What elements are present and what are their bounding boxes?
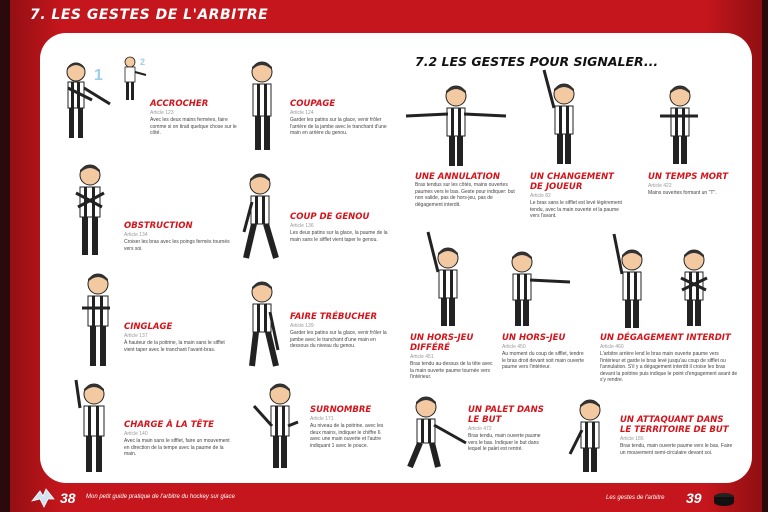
gesture-charge-tete (124, 420, 234, 458)
gesture-description: Le bras sans le sifflet est levé légèrement tendu, avec la main ouverte et la paume vers l'avant. (530, 200, 622, 219)
gesture-title: UN TEMPS MORT (648, 172, 728, 182)
gesture-description: Bras tendus sur les côtés, mains ouvertes paumes vers le bas. Geste pour indiquer: but non valide, pas de hors-jeu, pas de dégagement interdit. (415, 182, 515, 208)
gesture-description: Garder les patins sur la glace, venir frôler l'arrière de la jambe avec le tranchant d'une main en arrière du genou. (290, 117, 387, 136)
gesture-description: Mains ouvertes formant un "T". (648, 190, 717, 196)
eagle-logo-icon (30, 487, 56, 509)
gesture-article: Article 460 (600, 344, 624, 350)
gesture-description: Les deux patins sur la glace, la paume de la main sans le sifflet vient taper le genou. (290, 230, 388, 243)
referee-coupage-illustration (246, 60, 282, 160)
signal-palet-but (468, 405, 548, 453)
gesture-article: Article 136 (290, 223, 314, 229)
gesture-title: CHARGE À LA TÊTE (124, 420, 214, 430)
signal-hors-jeu (502, 333, 588, 371)
gesture-article: Article 451 (410, 354, 434, 360)
gesture-description: Bras tendu, main ouverte paume vers le bas. Indiquer le but dans lequel le palet est rentré. (468, 433, 541, 452)
gesture-article: Article 123 (150, 110, 174, 116)
gesture-description: Avec la main sans le sifflet, faire un mouvement en direction de la tempe avec la paume de la main. (124, 438, 230, 457)
referee-cinglage-illustration (78, 272, 118, 372)
gesture-article: Article 171 (310, 416, 334, 422)
gesture-title: COUPAGE (290, 99, 336, 109)
signal-hors-jeu-differe (410, 333, 496, 381)
right-page-number: 39 (686, 490, 702, 506)
gesture-title: UN PALET DANS LE BUT (468, 405, 544, 425)
gesture-article: Article 472 (468, 426, 492, 432)
gesture-obstruction (124, 221, 234, 252)
gesture-coupage (290, 99, 390, 137)
signal-attaquant-territoire (620, 415, 736, 456)
hockey-puck-icon (712, 492, 736, 506)
gesture-coup-genou (290, 212, 390, 243)
gesture-title: UNE ANNULATION (415, 172, 500, 182)
referee-attaquant-illustration (568, 398, 612, 474)
gesture-cinglage (124, 322, 234, 353)
referee-changement-illustration (540, 68, 580, 166)
gesture-description: Bras tendu au-dessus de la tête avec la main ouverte paume tournée vers l'intérieur. (410, 361, 493, 380)
gesture-title: UN DÉGAGEMENT INTERDIT (600, 333, 731, 343)
right-footer-text: Les gestes de l'arbitre (606, 495, 665, 501)
gesture-description: Au niveau de la poitrine, avec les deux mains, indiquer le chiffre 6 avec une main ouverte et l'autre indiquant 1 avec le pouce. (310, 423, 384, 449)
referee-annulation-illustration (404, 84, 508, 170)
signals-subtitle: 7.2 LES GESTES POUR SIGNALER... (415, 54, 659, 69)
referee-accrocher-small-illustration (118, 55, 148, 105)
section-title: 7. LES GESTES DE L'ARBITRE (30, 7, 269, 23)
gesture-faire-trebucher (290, 312, 390, 350)
referee-trebucher-illustration (244, 280, 288, 370)
gesture-title: OBSTRUCTION (124, 221, 193, 231)
gesture-article: Article 450 (502, 344, 526, 350)
gesture-title: ACCROCHER (150, 99, 209, 109)
book-edge-right (762, 0, 768, 512)
referee-charge-tete-illustration (70, 378, 110, 478)
referee-surnombre-illustration (250, 382, 302, 472)
referee-temps-mort-illustration (658, 84, 700, 168)
gesture-title: FAIRE TRÉBUCHER (290, 312, 377, 322)
gesture-description: Au moment du coup de sifflet, tendre le bras droit devant soit main ouverte paume vers l'intérieur. (502, 351, 584, 370)
gesture-description: Avec les deux mains fermées, faire comme si on tirait quelque chose sur le côté. (150, 117, 237, 136)
gesture-title: UN HORS-JEU DIFFÉRÉ (410, 333, 474, 353)
gesture-accrocher (150, 99, 238, 137)
gesture-title: UN CHANGEMENT DE JOUEUR (530, 172, 614, 192)
book-spine-left (0, 0, 10, 512)
referee-coup-genou-illustration (240, 172, 284, 262)
gesture-description: L'arbitre arrière lend le bras main ouverte paume vers l'intérieur et garde le bras levé jusqu'au coup de sifflet ou l'annulation. S'il y a dégagement interdit il croise les bras devant la poitrine puis indique le point d'engagement avant de s'y rendre. (600, 351, 738, 383)
signal-degagement-interdit (600, 333, 738, 384)
gesture-description: Croiser les bras avec les poings fermés tournés vers soi. (124, 239, 230, 252)
gesture-description: À hauteur de la poitrine, la main sans le sifflet vient taper avec le tranchant l'avant-bras. (124, 340, 225, 353)
gesture-title: SURNOMBRE (310, 405, 372, 415)
referee-palet-but-illustration (404, 395, 468, 471)
signal-temps-mort (648, 172, 744, 197)
gesture-surnombre (310, 405, 392, 449)
gesture-article: Article 186 (620, 436, 644, 442)
referee-hors-jeu-differe-illustration (424, 230, 464, 330)
gesture-title: COUP DE GENOU (290, 212, 370, 222)
gesture-article: Article 134 (124, 232, 148, 238)
referee-degagement-illustration (610, 232, 648, 330)
gesture-article: Article 422 (648, 183, 672, 189)
referee-obstruction-illustration (70, 163, 110, 261)
referee-accrocher-illustration (62, 60, 122, 160)
signal-changement-joueur (530, 172, 628, 220)
gesture-title: UN HORS-JEU (502, 333, 566, 343)
svg-text:2: 2 (140, 57, 146, 67)
signal-annulation (415, 172, 515, 208)
left-footer-text: Mon petit guide pratique de l'arbitre du hockey sur glace (86, 494, 235, 500)
gesture-article: Article 137 (124, 333, 148, 339)
svg-text:1: 1 (94, 67, 103, 84)
gesture-article: Article 124 (290, 110, 314, 116)
gesture-title: CINGLAGE (124, 322, 173, 332)
gesture-article: Article 139 (290, 323, 314, 329)
gesture-title: UN ATTAQUANT DANS LE TERRITOIRE DE BUT (620, 415, 729, 435)
left-page-number: 38 (60, 490, 76, 506)
referee-degagement-cross-illustration (678, 248, 710, 330)
referee-hors-jeu-illustration (508, 250, 572, 330)
gesture-description: Garder les patins sur la glace, venir frôler la jambe avec le tranchant d'une main en dessous du niveau du genou. (290, 330, 387, 349)
gesture-description: Bras tendu, main ouverte paume vers le bas. Faire un mouvement semi-circulaire devant soi. (620, 443, 733, 456)
gesture-article: Article 82 (530, 193, 551, 199)
gesture-article: Article 140 (124, 431, 148, 437)
